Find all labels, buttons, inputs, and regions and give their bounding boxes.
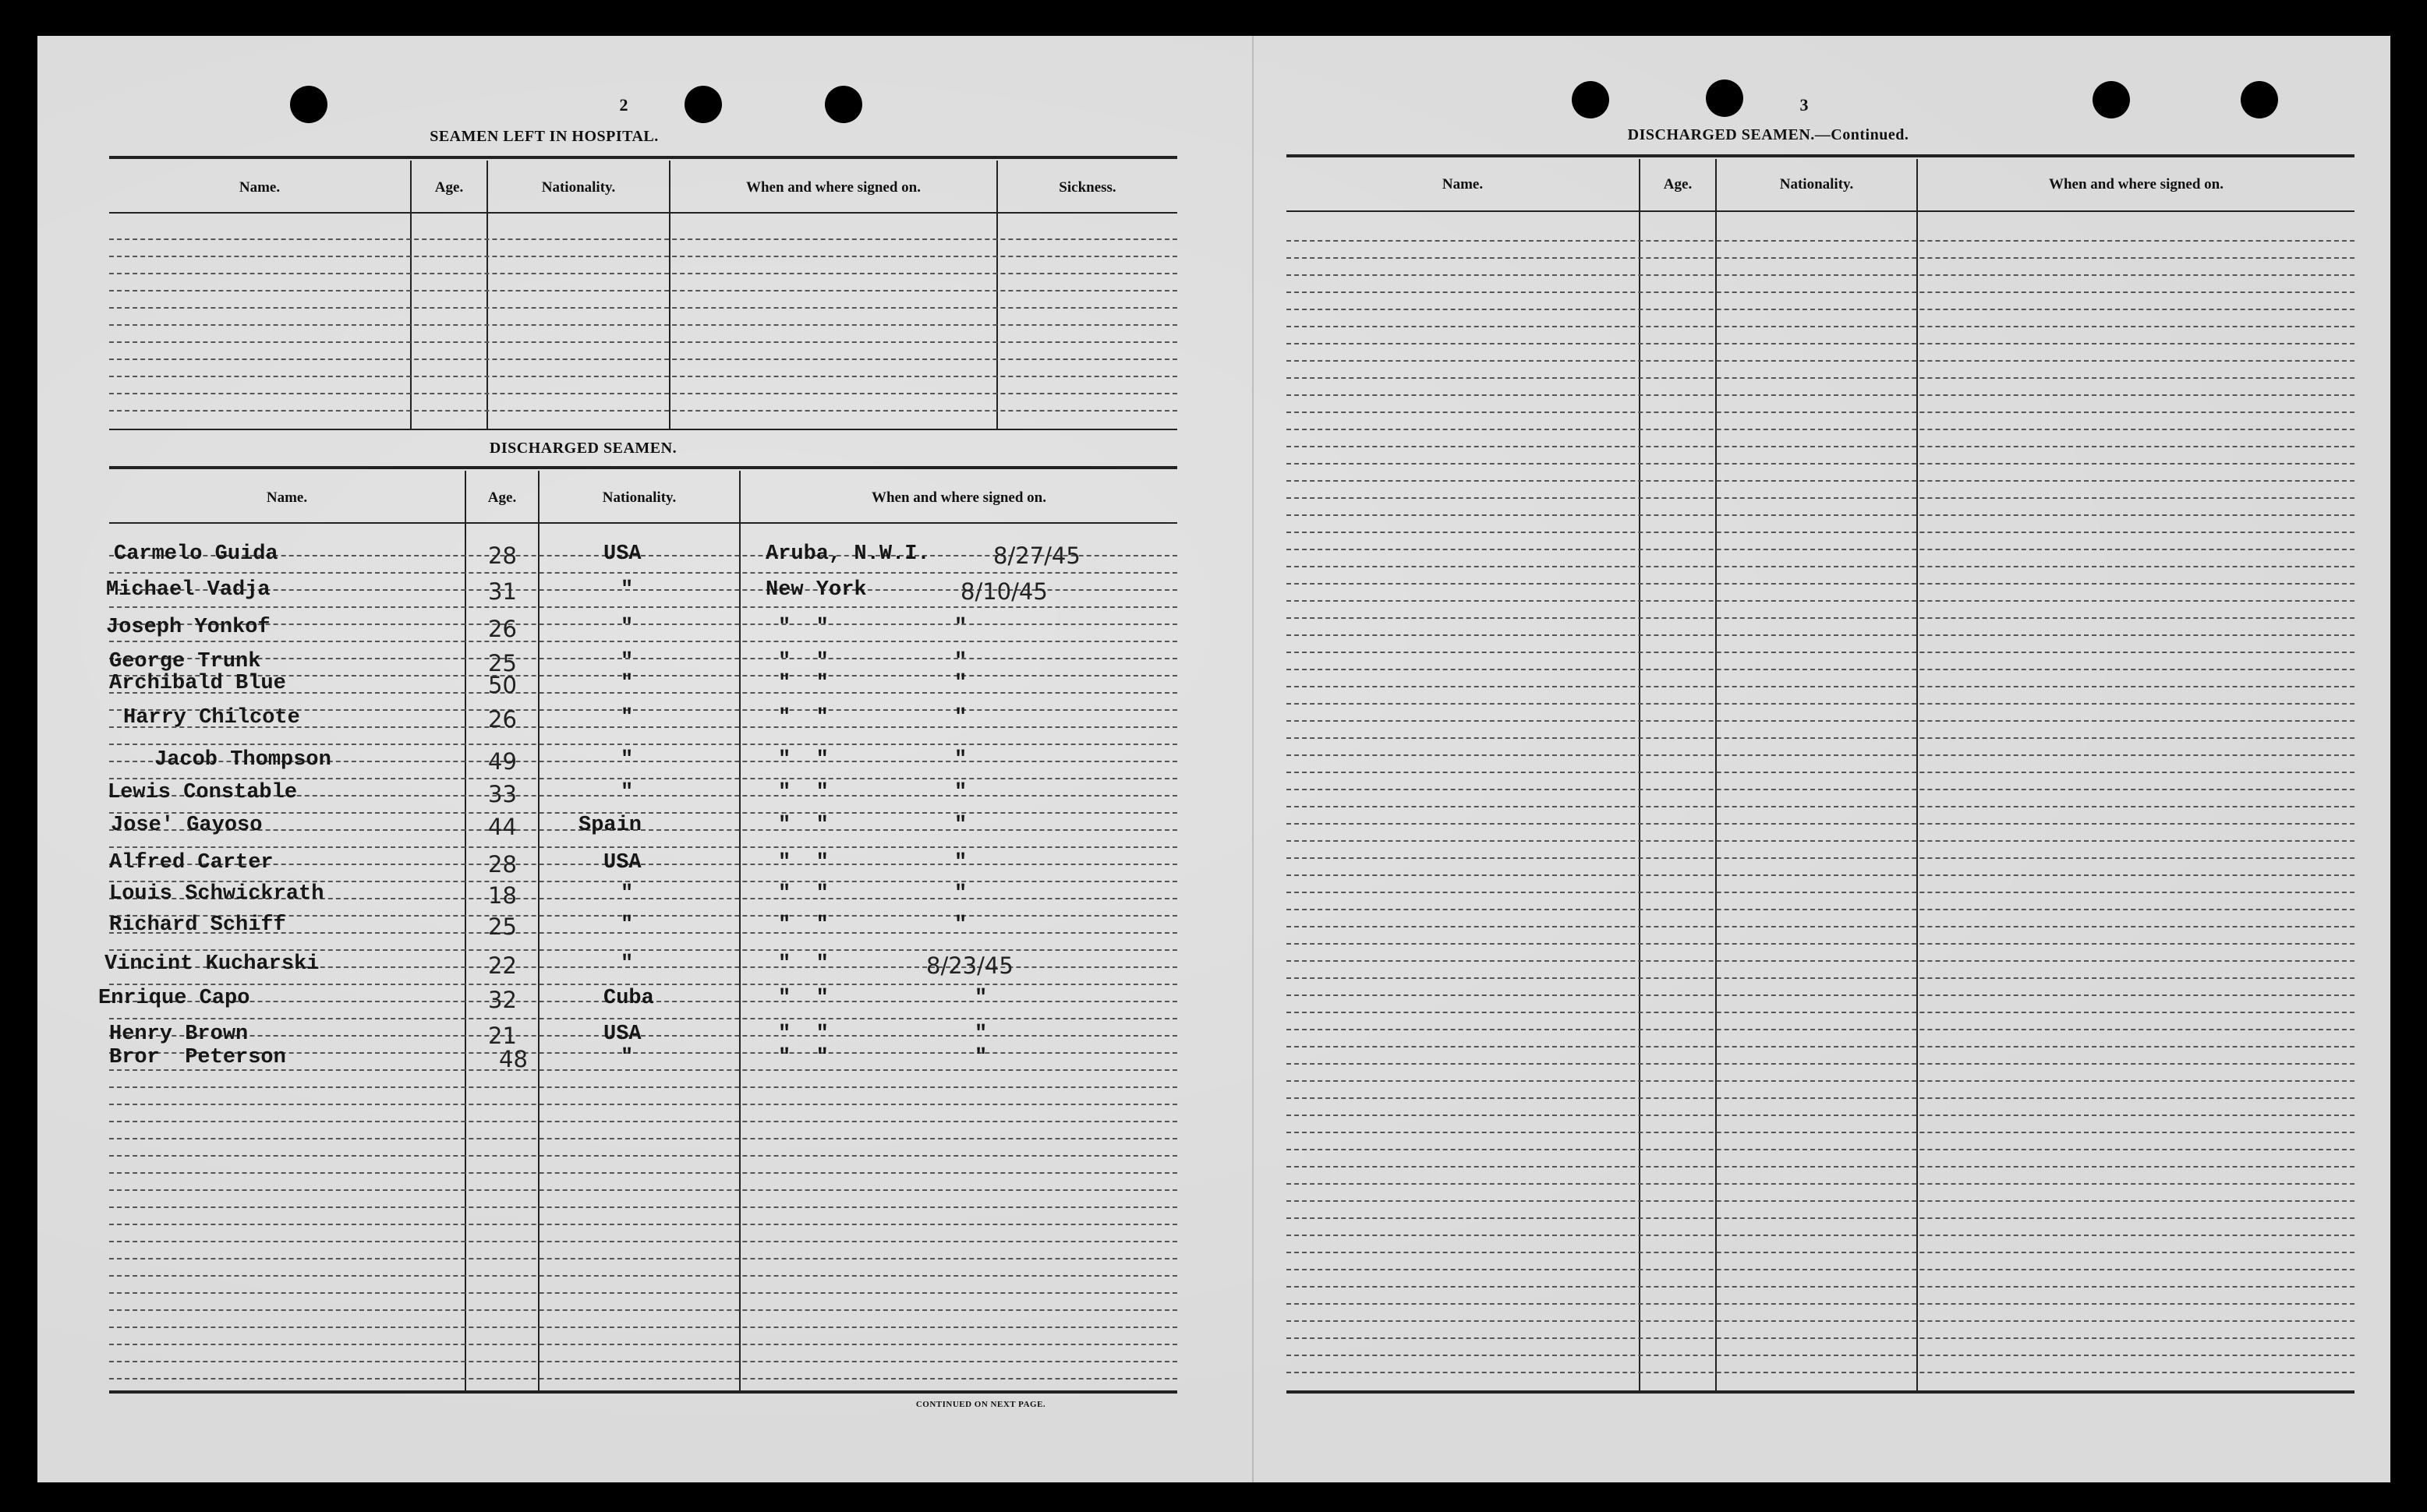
ruled-line: [109, 744, 1177, 745]
ruled-line: [1286, 1269, 2354, 1270]
seaman-nationality: ": [621, 650, 634, 673]
ruled-line: [1286, 977, 2354, 979]
seaman-nationality: ": [621, 578, 634, 602]
seaman-nationality: USA: [603, 1023, 642, 1046]
hospital-table-bottom-rule: [109, 429, 1177, 430]
ruled-line: [1286, 1097, 2354, 1099]
seaman-signed-on-place: " ": [778, 616, 829, 639]
punch-hole: [2241, 81, 2278, 118]
seaman-signed-on-place: " ": [778, 913, 829, 937]
ruled-line: [1286, 1372, 2354, 1373]
seaman-name: Henry Brown: [109, 1023, 249, 1046]
ruled-line: [1286, 1029, 2354, 1030]
seaman-signed-on-place: " ": [778, 882, 829, 906]
ruled-line: [1286, 274, 2354, 276]
ruled-line: [109, 1086, 1177, 1088]
seaman-nationality: ": [621, 1046, 634, 1069]
ruled-line: [1286, 532, 2354, 533]
seaman-name: Enrique Capo: [98, 987, 250, 1010]
seaman-name: Louis Schwickrath: [109, 882, 324, 906]
ruled-line: [109, 256, 1177, 257]
seaman-age: 26: [488, 616, 517, 642]
seaman-name: Michael Vadja: [106, 578, 271, 602]
ruled-line: [1286, 1217, 2354, 1219]
seaman-name: Harry Chilcote: [123, 706, 300, 730]
seaman-nationality: Spain: [578, 814, 642, 837]
ruled-line: [1286, 394, 2354, 396]
seaman-signed-on-date: ": [954, 814, 968, 837]
discharged-table-header-rule: [109, 522, 1177, 524]
discharged-table-bottom-rule: [109, 1390, 1177, 1394]
ruled-line: [109, 1327, 1177, 1328]
seaman-signed-on-date: ": [954, 851, 968, 874]
right-section-title: DISCHARGED SEAMEN.—Continued.: [1627, 126, 1909, 143]
ruled-line: [109, 1155, 1177, 1157]
ruled-line: [1286, 754, 2354, 756]
ruled-line: [109, 324, 1177, 326]
ruled-line: [109, 359, 1177, 360]
ruled-line: [1286, 309, 2354, 310]
discharged-col-divider: [465, 471, 466, 1390]
ruled-line: [1286, 823, 2354, 825]
ruled-line: [1286, 737, 2354, 739]
ruled-line: [109, 812, 1177, 814]
seaman-signed-on-place: " ": [778, 1046, 829, 1069]
hospital-header-sickness: Sickness.: [1059, 179, 1116, 196]
ruled-line: [109, 341, 1177, 343]
ruled-line: [109, 393, 1177, 394]
seaman-nationality: USA: [603, 542, 642, 566]
ruled-line: [1286, 1115, 2354, 1116]
ruled-line: [1286, 377, 2354, 379]
right-header-signed-on: When and where signed on.: [2048, 176, 2224, 193]
seaman-signed-on-date: ": [954, 672, 968, 695]
seaman-signed-on-place: " ": [778, 1023, 829, 1046]
ruled-line: [1286, 583, 2354, 585]
hospital-col-divider: [410, 161, 412, 429]
ruled-line: [109, 1241, 1177, 1242]
seaman-signed-on-date: ": [954, 882, 968, 906]
ruled-line: [109, 641, 1177, 642]
ruled-line: [1286, 1286, 2354, 1288]
ruled-line: [1286, 686, 2354, 687]
ruled-line: [109, 1018, 1177, 1019]
seaman-signed-on-place: " ": [778, 851, 829, 874]
ruled-line: [109, 1189, 1177, 1191]
ruled-line: [1286, 720, 2354, 722]
seaman-name: Carmelo Guida: [114, 542, 278, 566]
seaman-nationality: USA: [603, 851, 642, 874]
right-table-bottom-rule: [1286, 1390, 2354, 1394]
seaman-age: 28: [488, 851, 517, 878]
ruled-line: [1286, 617, 2354, 619]
ruled-line: [109, 829, 1177, 831]
ruled-line: [1286, 1235, 2354, 1236]
ruled-line: [109, 984, 1177, 985]
seaman-age: 25: [488, 650, 517, 677]
seaman-signed-on-date: 8/10/45: [961, 578, 1048, 605]
ruled-line: [109, 1104, 1177, 1105]
right-page-number: 3: [1799, 95, 1809, 115]
discharged-table-top-rule: [109, 466, 1177, 469]
seaman-nationality: ": [621, 781, 634, 804]
seaman-signed-on-date: ": [954, 706, 968, 730]
ruled-line: [109, 1378, 1177, 1380]
seaman-signed-on-place: " ": [778, 672, 829, 695]
discharged-header-name: Name.: [266, 489, 308, 506]
seaman-name: Richard Schiff: [109, 913, 286, 937]
punch-hole: [1706, 79, 1743, 117]
seaman-signed-on-date: 8/27/45: [993, 542, 1081, 569]
ruled-line: [109, 1035, 1177, 1037]
ruled-line: [1286, 446, 2354, 447]
left-page-number: 2: [619, 95, 628, 115]
ruled-line: [1286, 240, 2354, 242]
seaman-age: 44: [488, 814, 517, 840]
hospital-header-age: Age.: [434, 179, 464, 196]
discharged-col-divider: [538, 471, 540, 1390]
right-header-name: Name.: [1442, 176, 1484, 193]
ruled-line: [109, 1275, 1177, 1277]
seaman-nationality: ": [621, 706, 634, 730]
hospital-header-nationality: Nationality.: [541, 179, 616, 196]
seaman-signed-on-date: ": [954, 913, 968, 937]
seaman-nationality: ": [621, 913, 634, 937]
hospital-col-divider: [996, 161, 998, 429]
right-header-age: Age.: [1663, 176, 1693, 193]
discharged-section-title: DISCHARGED SEAMEN.: [489, 440, 678, 457]
ruled-line: [1286, 1355, 2354, 1356]
ruled-line: [1286, 1200, 2354, 1202]
document-sheet: [37, 36, 2390, 1482]
ruled-line: [1286, 669, 2354, 670]
ruled-line: [1286, 1149, 2354, 1150]
punch-hole: [825, 86, 862, 123]
ruled-line: [109, 1206, 1177, 1208]
ruled-line: [1286, 943, 2354, 945]
ruled-line: [1286, 463, 2354, 465]
ruled-line: [1286, 1252, 2354, 1253]
hospital-header-name: Name.: [239, 179, 281, 196]
punch-hole: [1572, 81, 1609, 118]
ruled-line: [1286, 1080, 2354, 1082]
seaman-name: Jacob Thompson: [154, 748, 331, 772]
hospital-col-divider: [486, 161, 488, 429]
seaman-nationality: ": [621, 952, 634, 976]
discharged-col-divider: [739, 471, 741, 1390]
ruled-line: [1286, 1337, 2354, 1339]
ruled-line: [1286, 789, 2354, 790]
seaman-age: 32: [488, 987, 517, 1013]
ruled-line: [1286, 1063, 2354, 1065]
ruled-line: [1286, 257, 2354, 259]
hospital-header-signed-on: When and where signed on.: [745, 179, 921, 196]
discharged-header-signed-on: When and where signed on.: [871, 489, 1046, 506]
seaman-age: 50: [488, 672, 517, 698]
ruled-line: [1286, 874, 2354, 876]
punch-hole: [685, 86, 722, 123]
ruled-line: [109, 1344, 1177, 1345]
seaman-age: 21: [488, 1023, 517, 1049]
seaman-name: Jose' Gayoso: [111, 814, 263, 837]
seaman-signed-on-date: 8/23/45: [926, 952, 1014, 979]
ruled-line: [1286, 994, 2354, 996]
ruled-line: [109, 1258, 1177, 1259]
seaman-nationality: ": [621, 616, 634, 639]
seaman-age: 33: [488, 781, 517, 807]
page-fold: [1252, 36, 1254, 1482]
right-table-top-rule: [1286, 154, 2354, 157]
seaman-signed-on-place: New York: [766, 578, 867, 602]
ruled-line: [109, 273, 1177, 274]
seaman-name: Archibald Blue: [109, 672, 286, 695]
ruled-line: [1286, 566, 2354, 567]
ruled-line: [109, 1138, 1177, 1139]
seaman-signed-on-date: ": [954, 616, 968, 639]
ruled-line: [1286, 772, 2354, 773]
hospital-table-header-rule: [109, 212, 1177, 214]
ruled-line: [1286, 480, 2354, 482]
seaman-age: 49: [488, 748, 517, 775]
ruled-line: [109, 846, 1177, 848]
seaman-signed-on-place: " ": [778, 814, 829, 837]
ruled-line: [109, 1309, 1177, 1311]
ruled-line: [1286, 412, 2354, 413]
punch-hole: [290, 86, 327, 123]
hospital-section-title: SEAMEN LEFT IN HOSPITAL.: [430, 128, 659, 145]
ruled-line: [1286, 497, 2354, 499]
ruled-line: [1286, 360, 2354, 362]
seaman-name: Alfred Carter: [109, 851, 274, 874]
ruled-line: [109, 572, 1177, 574]
seaman-age: 18: [488, 882, 517, 909]
ruled-line: [1286, 1320, 2354, 1322]
ruled-line: [1286, 1132, 2354, 1133]
seaman-name: George Trunk: [109, 650, 261, 673]
ruled-line: [1286, 806, 2354, 807]
ruled-line: [1286, 926, 2354, 927]
ruled-line: [1286, 1166, 2354, 1168]
seaman-nationality: Cuba: [603, 987, 654, 1010]
ruled-line: [109, 949, 1177, 951]
seaman-signed-on-place: " ": [778, 650, 829, 673]
hospital-col-divider: [669, 161, 670, 429]
ruled-line: [1286, 429, 2354, 430]
ruled-line: [109, 658, 1177, 659]
seaman-age: 48: [499, 1046, 528, 1072]
hospital-table-top-rule: [109, 156, 1177, 159]
seaman-signed-on-place: " ": [778, 706, 829, 730]
ruled-line: [109, 410, 1177, 412]
ruled-line: [1286, 514, 2354, 516]
ruled-line: [109, 1292, 1177, 1294]
seaman-age: 26: [488, 706, 517, 733]
right-table-header-rule: [1286, 210, 2354, 212]
ruled-line: [1286, 892, 2354, 893]
seaman-signed-on-date: ": [975, 987, 988, 1010]
ruled-line: [1286, 326, 2354, 327]
seaman-name: Bror Peterson: [109, 1046, 286, 1069]
ruled-line: [109, 1069, 1177, 1071]
seaman-nationality: ": [621, 672, 634, 695]
discharged-header-nationality: Nationality.: [602, 489, 677, 506]
ruled-line: [1286, 343, 2354, 344]
ruled-line: [109, 307, 1177, 309]
seaman-name: Joseph Yonkof: [106, 616, 271, 639]
seaman-age: 28: [488, 542, 517, 569]
ruled-line: [1286, 549, 2354, 550]
ruled-line: [1286, 291, 2354, 293]
seaman-signed-on-date: ": [954, 748, 968, 772]
ruled-line: [109, 238, 1177, 240]
ruled-line: [1286, 1183, 2354, 1185]
seaman-nationality: ": [621, 882, 634, 906]
seaman-signed-on-place: Aruba, N.W.I.: [766, 542, 930, 566]
discharged-header-age: Age.: [487, 489, 517, 506]
seaman-signed-on-date: ": [975, 1046, 988, 1069]
seaman-age: 25: [488, 913, 517, 940]
ruled-line: [109, 1172, 1177, 1174]
seaman-signed-on-date: ": [954, 650, 968, 673]
seaman-signed-on-place: " ": [778, 748, 829, 772]
seaman-age: 22: [488, 952, 517, 979]
ruled-line: [109, 1121, 1177, 1122]
right-header-nationality: Nationality.: [1779, 176, 1854, 193]
seaman-signed-on-place: " ": [778, 952, 829, 976]
seaman-name: Lewis Constable: [108, 781, 298, 804]
ruled-line: [1286, 703, 2354, 705]
continued-note: CONTINUED ON NEXT PAGE.: [915, 1400, 1046, 1409]
seaman-signed-on-place: " ": [778, 987, 829, 1010]
ruled-line: [109, 1224, 1177, 1225]
seaman-name: Vincint Kucharski: [104, 952, 320, 976]
ruled-line: [1286, 1303, 2354, 1305]
seaman-signed-on-date: ": [954, 781, 968, 804]
ruled-line: [1286, 600, 2354, 602]
seaman-nationality: ": [621, 748, 634, 772]
ruled-line: [109, 1361, 1177, 1362]
ruled-line: [109, 778, 1177, 779]
seaman-signed-on-place: " ": [778, 781, 829, 804]
seaman-signed-on-date: ": [975, 1023, 988, 1046]
ruled-line: [1286, 652, 2354, 653]
punch-hole: [2093, 81, 2130, 118]
seaman-age: 31: [488, 578, 517, 605]
ruled-line: [1286, 960, 2354, 962]
ruled-line: [109, 606, 1177, 608]
ruled-line: [1286, 1046, 2354, 1047]
ruled-line: [1286, 840, 2354, 842]
ruled-line: [1286, 909, 2354, 910]
ruled-line: [1286, 857, 2354, 859]
ruled-line: [109, 376, 1177, 377]
ruled-line: [1286, 634, 2354, 636]
ruled-line: [1286, 1012, 2354, 1013]
ruled-line: [109, 290, 1177, 291]
